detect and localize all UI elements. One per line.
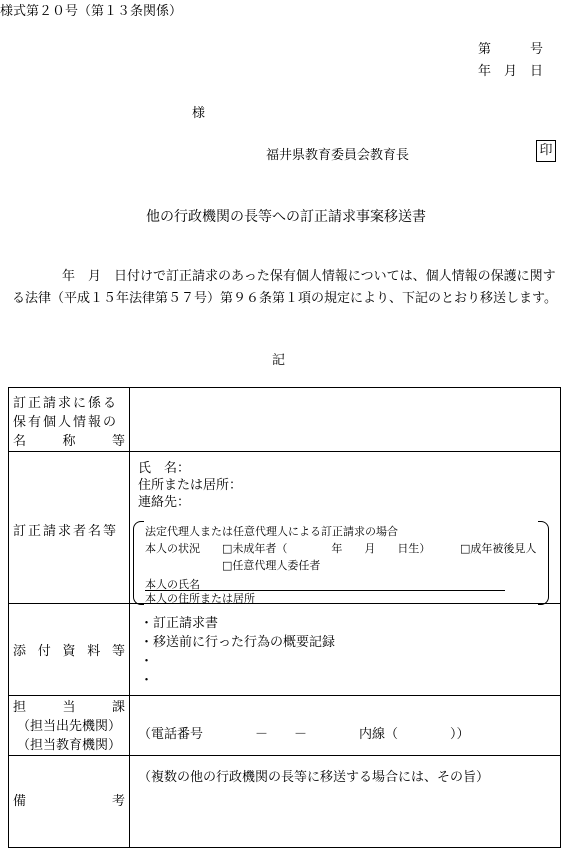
- ki-marker: 記: [272, 353, 286, 368]
- attachments-label: 添 付 資 料 等: [9, 604, 130, 696]
- table-row: [9, 388, 561, 452]
- table-row: [9, 452, 561, 604]
- principal-address-underline: [145, 589, 520, 604]
- table-row: [9, 756, 561, 848]
- requester-value: [130, 452, 561, 604]
- record-name-label: [9, 388, 130, 452]
- phone-line: （電話番号 － － 内線（ ））: [138, 727, 470, 742]
- right-bracket: [538, 521, 549, 605]
- document-number-field: 第 号: [478, 42, 544, 57]
- remarks-note: （複数の他の行政機関の長等に移送する場合には、その旨）: [138, 770, 490, 785]
- body-text: 年 月 日付けで訂正請求のあった保有個人情報については、個人情報の保護に関する法律（平成１５年法律第５７号）第９６条第１項の規定により、下記のとおり移送します。: [12, 269, 557, 306]
- form-number: 様式第２０号（第１３条関係）: [0, 4, 183, 19]
- record-name-value: [130, 388, 561, 452]
- guardian-checkbox-option: □成年被後見人: [460, 542, 537, 555]
- list-item: ・: [140, 654, 154, 669]
- requester-label: 訂正請求者名等: [9, 452, 130, 604]
- principal-name-label: 本人の氏名: [145, 578, 200, 591]
- table-row: [9, 696, 561, 756]
- label-line: 名 称 等: [13, 434, 125, 449]
- principal-status-label: 本人の状況: [145, 542, 200, 555]
- seal-stamp: 印: [536, 140, 556, 162]
- remarks-label: 備 考: [9, 756, 130, 848]
- attachments-value: [130, 604, 561, 696]
- requester-address-line: 住所または居所：: [138, 478, 243, 493]
- label-line: 担 当 課: [13, 700, 125, 715]
- remarks-value: [130, 756, 561, 848]
- proxy-heading: 法定代理人または任意代理人による訂正請求の場合: [145, 525, 398, 538]
- transfer-details-table: [8, 387, 561, 848]
- list-item: ・訂正請求書: [140, 616, 219, 631]
- list-item: ・: [140, 673, 154, 688]
- agent-checkbox-option: □任意代理人委任者: [222, 559, 321, 572]
- requester-contact-line: 連絡先：: [138, 495, 191, 510]
- department-label: [9, 696, 130, 756]
- document-body: [12, 266, 558, 310]
- issuer-name: 福井県教育委員会教育長: [266, 148, 410, 163]
- list-item: ・移送前に行った行為の概要記録: [140, 635, 336, 650]
- requester-name-line: 氏 名：: [138, 461, 191, 476]
- principal-address-label: 本人の住所または居所: [145, 592, 255, 605]
- document-title: 他の行政機関の長等への訂正請求事案移送書: [146, 209, 426, 225]
- minor-checkbox-option: □未成年者（ 年 月 日生）: [222, 542, 431, 555]
- left-bracket: [133, 521, 144, 605]
- label-line: （担当出先機関）: [16, 719, 121, 734]
- department-value: [130, 696, 561, 756]
- table-row: [9, 604, 561, 696]
- label-line: 保有個人情報の: [13, 415, 119, 430]
- label-line: （担当教育機関）: [16, 738, 121, 753]
- label-line: 訂正請求に係る: [13, 396, 119, 411]
- document-date-field: 年 月 日: [478, 64, 544, 79]
- addressee-honorific: 様: [192, 106, 206, 121]
